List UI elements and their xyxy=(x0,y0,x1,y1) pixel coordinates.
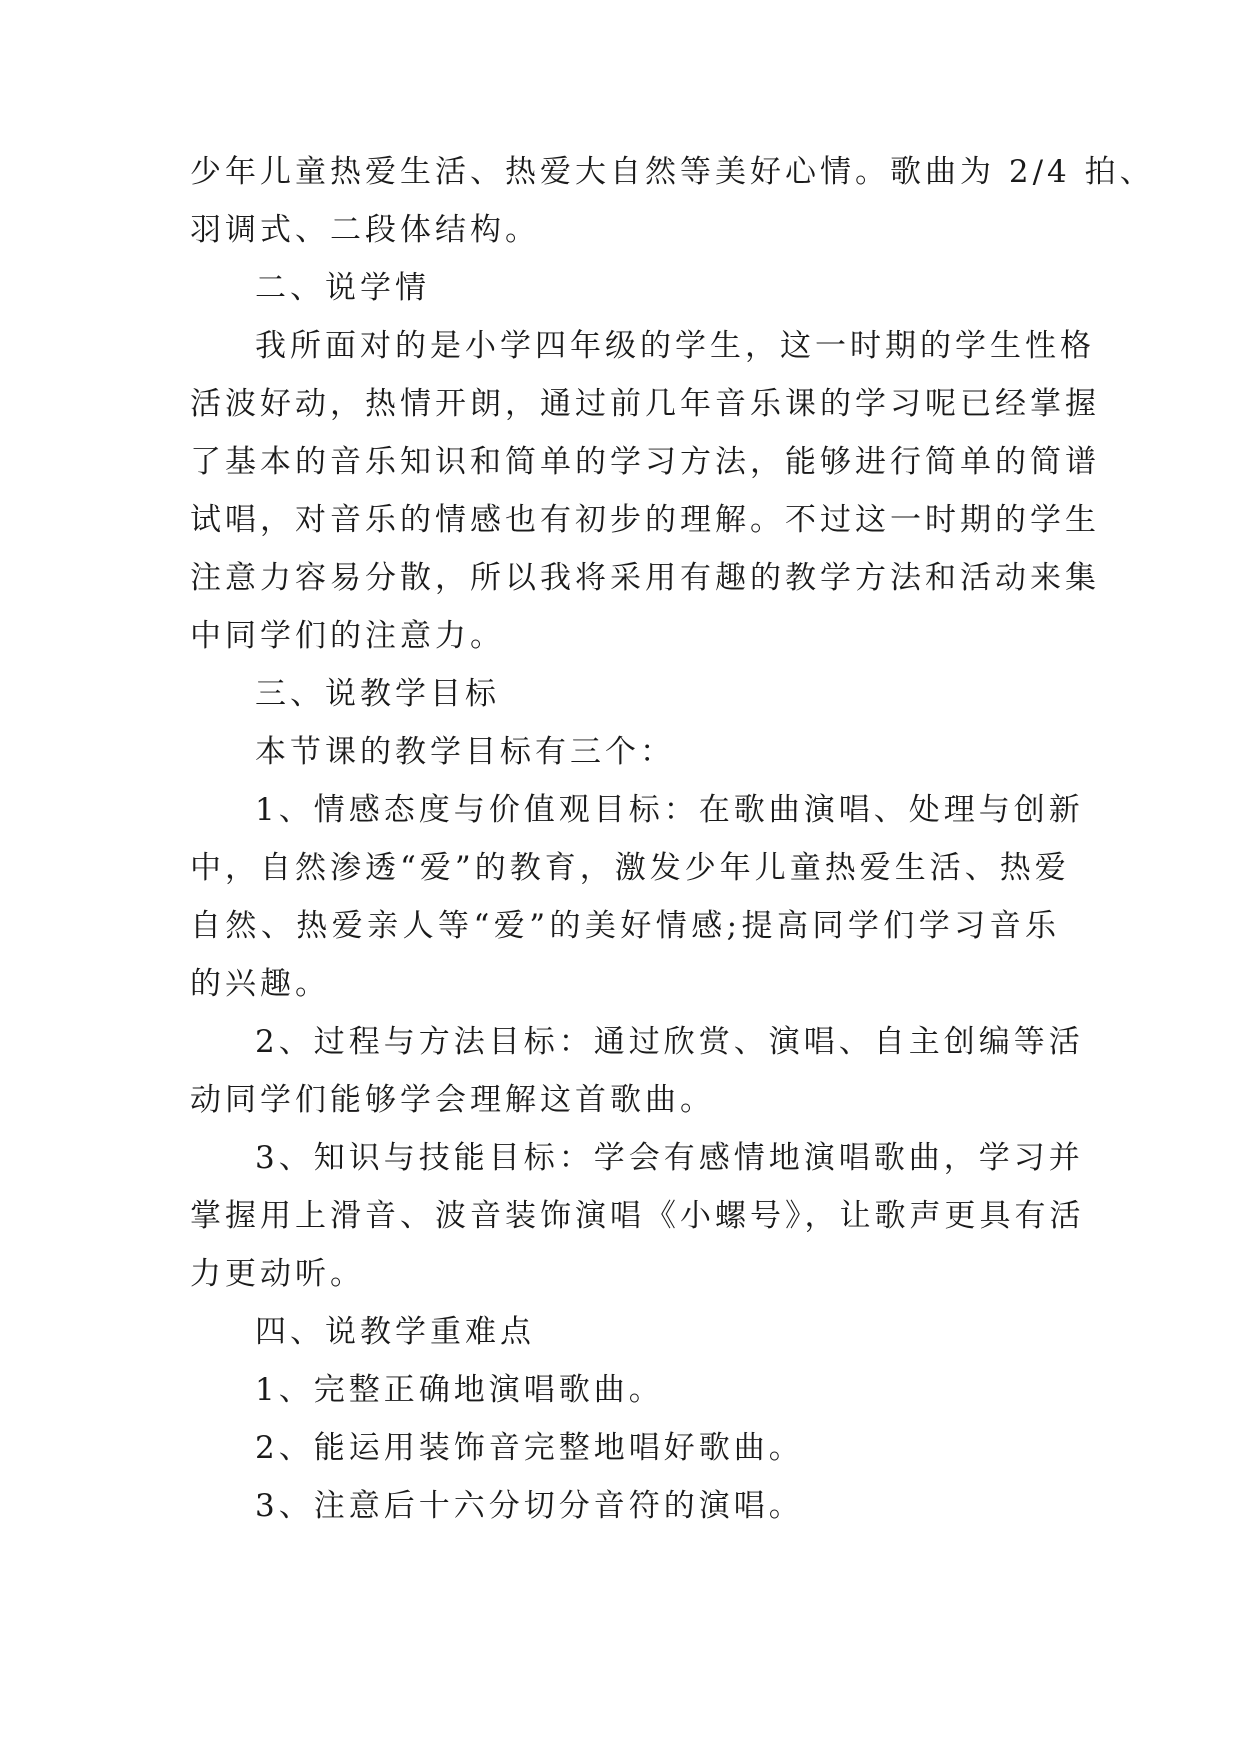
paragraph-line: 中同学们的注意力。 xyxy=(190,618,505,654)
section-heading-objectives: 三、说教学目标 xyxy=(255,676,500,712)
paragraph-line: 活波好动，热情开朗，通过前几年音乐课的学习呢已经掌握 xyxy=(190,386,1100,422)
paragraph-line: 的兴趣。 xyxy=(190,966,330,1002)
paragraph-line: 中，自然渗透“爱”的教育，激发少年儿童热爱生活、热爱 xyxy=(190,850,1070,886)
list-item: 3、注意后十六分切分音符的演唱。 xyxy=(255,1488,804,1524)
paragraph-line: 1、情感态度与价值观目标：在歌曲演唱、处理与创新 xyxy=(255,792,1084,828)
paragraph-line: 力更动听。 xyxy=(190,1256,365,1292)
section-heading-key-points: 四、说教学重难点 xyxy=(255,1314,535,1350)
paragraph-line: 2、过程与方法目标：通过欣赏、演唱、自主创编等活 xyxy=(255,1024,1084,1060)
paragraph-line: 本节课的教学目标有三个： xyxy=(255,734,675,770)
paragraph-line: 自然、热爱亲人等“爱”的美好情感;提高同学们学习音乐 xyxy=(190,908,1060,944)
section-heading-learners: 二、说学情 xyxy=(255,270,430,306)
paragraph-line: 少年儿童热爱生活、热爱大自然等美好心情。歌曲为 2/4 拍、 xyxy=(190,154,1155,190)
paragraph-line: 我所面对的是小学四年级的学生，这一时期的学生性格 xyxy=(255,328,1095,364)
list-item: 2、能运用装饰音完整地唱好歌曲。 xyxy=(255,1430,804,1466)
paragraph-line: 注意力容易分散，所以我将采用有趣的教学方法和活动来集 xyxy=(190,560,1100,596)
paragraph-line: 3、知识与技能目标：学会有感情地演唱歌曲，学习并 xyxy=(255,1140,1084,1176)
paragraph-line: 了基本的音乐知识和简单的学习方法，能够进行简单的简谱 xyxy=(190,444,1100,480)
paragraph-line: 羽调式、二段体结构。 xyxy=(190,212,540,248)
list-item: 1、完整正确地演唱歌曲。 xyxy=(255,1372,664,1408)
paragraph-line: 动同学们能够学会理解这首歌曲。 xyxy=(190,1082,715,1118)
paragraph-line: 掌握用上滑音、波音装饰演唱《小螺号》，让歌声更具有活 xyxy=(190,1198,1085,1234)
paragraph-line: 试唱，对音乐的情感也有初步的理解。不过这一时期的学生 xyxy=(190,502,1100,538)
